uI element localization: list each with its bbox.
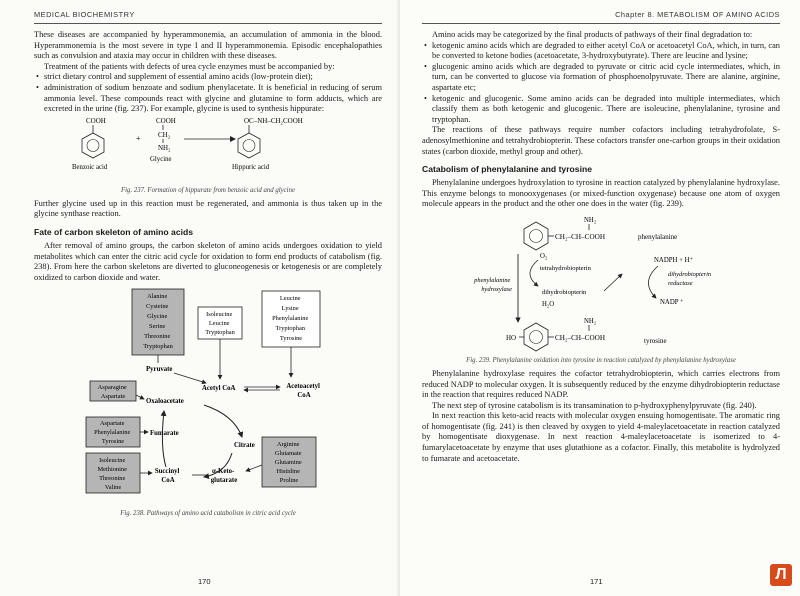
fig237-label-hippuric: Hippuric acid [232, 163, 270, 171]
right-paragraph-5: The next step of tyrosine catabolism is its transamination to p-hydroxyphenylpyruvate (fig. 240). [432, 400, 757, 410]
fig239-o2: O₂ [540, 252, 548, 260]
fig239-nh2-bot: NH₂ [584, 317, 597, 325]
oxaloacetate-label: Oxaloacetate [146, 398, 184, 406]
arrow-icon [230, 136, 236, 142]
succinyl-coa-label: Succinyl CoA [154, 468, 180, 485]
benzene-ring-icon [238, 133, 260, 158]
benzene-ring-icon [524, 323, 548, 351]
left-paragraph-2: Treatment of the patients with defects of urea cycle enzymes must be accompanied by: [44, 61, 335, 71]
fig239-h2o: H₂O [542, 300, 555, 308]
right-section-heading: Catabolism of phenylalanine and tyrosine [422, 164, 592, 175]
fumarate-source-list: Aspartate Phenylalanine Tyrosine [94, 420, 131, 446]
citrate-label: Citrate [234, 442, 255, 450]
left-paragraph-4: After removal of amino groups, the carbon skeleton of amino acids undergoes oxidation to yield metabolites which can enter the citric acid cycle for oxidation to form end products of catabolism (fig. 238). From here the carbon skeletons are diverted to gluconeogenesis or ketogenesis or are completely oxidized to carbon dioxide and water. [34, 240, 382, 282]
list-item: • administration of sodium benzoate and sodium phenylacetate. It is beneficial in reducing of serum ammonia level. These compounds react with glycine and glutamine to form adducts, which are excreted in the urine (fig. 237). For example, glycine is used to synthesis hippurate: [44, 83, 382, 115]
ketogenic-source-list: Leucine Lysine Phenylalanine Tryptophan Tyrosine [272, 295, 309, 343]
list-item: • ketogenic amino acids which are degraded to either acetyl CoA or acetoacetyl CoA, which, in turn, can be converted to ketone bodies (acetoacetate, 3-hydroxybutyrate). There are leucine and lysine; [432, 41, 780, 62]
left-paragraph-1: These diseases are accompanied by hyperammonemia, an accumulation of ammonia in the blood. Hyperammonemia is the most severe in type I and II hyperammonemia. Episodic encephalopathies such as convulsion and ataxia may occur in children with these diseases. [34, 30, 382, 61]
list-item: • ketogenic and glucogenic. Some amino acids can be degraded into multiple intermediates, which classify them as both ketogenic and glucogenic. There are isoleucine, phenylalanine, tyrosine and tryptophan. [432, 94, 780, 126]
left-running-head: MEDICAL BIOCHEMISTRY [34, 10, 382, 24]
pyruvate-label: Pyruvate [146, 366, 173, 374]
right-page [400, 0, 800, 596]
fig239-dhbp: dihydrobiopterin [542, 288, 587, 296]
benzene-ring-icon [82, 133, 104, 158]
acetyl-coa-label: Acetyl CoA [202, 385, 236, 393]
fig237-nh2: NH₂ [158, 143, 171, 152]
list-item: • strict dietary control and supplement of essential amino acids (low-protein diet); [44, 72, 382, 83]
fig-238-diagram [34, 287, 382, 507]
right-paragraph-2: The reactions of these pathways require number cofactors including tetrahydrofolate, S-adenosylmethionine and tetrahydrobiopterin. These cofactors transfer one-carbon groups in their oxidation states (carbon dioxide, methyl group and other). [422, 125, 780, 156]
fig239-nadph: NADPH + H⁺ [654, 256, 694, 264]
right-paragraph-1: Amino acids may be categorized by the final products of pathways of their final degradation to: [432, 30, 753, 39]
left-bullet-list [34, 72, 382, 114]
fig239-thbp: tetrahydrobiopterin [540, 264, 591, 272]
right-running-head: Chapter 8. METABOLISM OF AMINO ACIDS [422, 10, 780, 24]
fig-237-caption: Fig. 237. Formation of hippurate from benzoic acid and glycine [121, 186, 295, 194]
glucogenic-source-list: Alanine Cysteine Glycine Serine Threonine Tryptophan [143, 293, 173, 351]
fig237-product: OC–NH–CH₂COOH [244, 116, 303, 125]
fig237-cooh-2: COOH [156, 116, 176, 125]
fig239-phenylalanine: phenylalanine [638, 232, 678, 241]
fig237-label-glycine: Glycine [150, 155, 172, 163]
fig239-chain-bot: CH₂–CH–COOH [555, 333, 606, 342]
right-paragraph-3: Phenylalanine undergoes hydroxylation to tyrosine in reaction catalyzed by phenylalanine hydroxylase. This enzyme belongs to monooxygenases (or mixed-function oxygenase) because one atom of oxygen molecule appears in the product and the other one does in the water (fig. 239). [422, 178, 780, 209]
acetoacetyl-coa-label: Acetoacetyl CoA [286, 383, 320, 400]
ketoglutarate-source-list: Arginine Glutamate Glutamine Histidine Proline [274, 441, 302, 485]
mixed-source-list: Isoleucine Leucine Tryptophan [205, 311, 235, 337]
list-item: • glucogenic amino acids which are degraded to pyruvate or citric acid cycle intermediates, which, in turn, can be converted to glucose via formation of phosphoenolpyruvate. There are alanine, arginine, aspartate etc; [432, 62, 780, 94]
fig237-plus: + [136, 133, 141, 143]
fig239-enzyme: phenylalanine hydroxylase [474, 276, 512, 293]
fumarate-label: Fumarate [150, 430, 179, 438]
left-paragraph-3: Further glycine used up in this reaction must be regenerated, and ammonia is thus taken up in the glycine synthase reaction. [34, 198, 382, 219]
fig237-cooh-1: COOH [86, 116, 106, 125]
fig239-ho: HO [506, 333, 517, 342]
right-bullet-list [422, 41, 780, 126]
fig-238-caption: Fig. 238. Pathways of amino acid catabolism in citric acid cycle [120, 510, 296, 518]
fig239-chain-top: CH₂–CH–COOH [555, 232, 606, 241]
fig237-ch2: CH₂ [158, 130, 171, 139]
fig239-nh2-top: NH₂ [584, 216, 597, 224]
left-page-number: 170 [198, 577, 211, 586]
succinyl-source-list: Isoleucine Methionine Threonine Valine [97, 457, 127, 492]
oxaloacetate-source-list: Asparagine Aspartate [97, 384, 127, 401]
fig237-label-benzoic: Benzoic acid [72, 163, 108, 171]
right-paragraph-6: In next reaction this keto-acid reacts with molecular oxygen ensuing homogentisate. The aromatic ring of homogentisate (fig. 241) is then cleaved by oxygen to yield 4-maleylacetoacetate in reaction catalyzed by homogentisate dioxygenase. In next reaction 4-maleylacetoacetate is isomerized to 4-fumarylacetoacetate by enzyme that uses glutathione as a cofactor. Finally, this metabolite is hydrolyzed to fumarate and acetoacetate. [422, 411, 780, 463]
publisher-logo-icon: Л [770, 564, 792, 586]
fig239-nadp: NADP ⁺ [660, 298, 684, 306]
fig239-tyrosine: tyrosine [644, 336, 667, 345]
fig239-reductase: dihydrobiopterin reductase [668, 270, 712, 287]
fig-237-diagram [34, 115, 382, 179]
left-section-heading: Fate of carbon skeleton of amino acids [34, 226, 194, 237]
fig-239-diagram [422, 212, 780, 354]
fig-239-caption: Fig. 239. Phenylalanine oxidation into tyrosine in reaction catalyzed by phenylalanine hydroxylase [466, 356, 736, 364]
right-page-number: 171 [590, 577, 603, 586]
ketoglutarate-label: α-Keto- glutarate [210, 468, 238, 485]
benzene-ring-icon [524, 222, 548, 250]
right-paragraph-4: Phenylalanine hydroxylase requires the cofactor tetrahydrobiopterin, which carries electrons from reduced NADP to molecular oxygen. It is subsequently reduced by the enzyme dihydrobiopterin reductase in the reaction that requires reduced NADP. [422, 368, 780, 400]
